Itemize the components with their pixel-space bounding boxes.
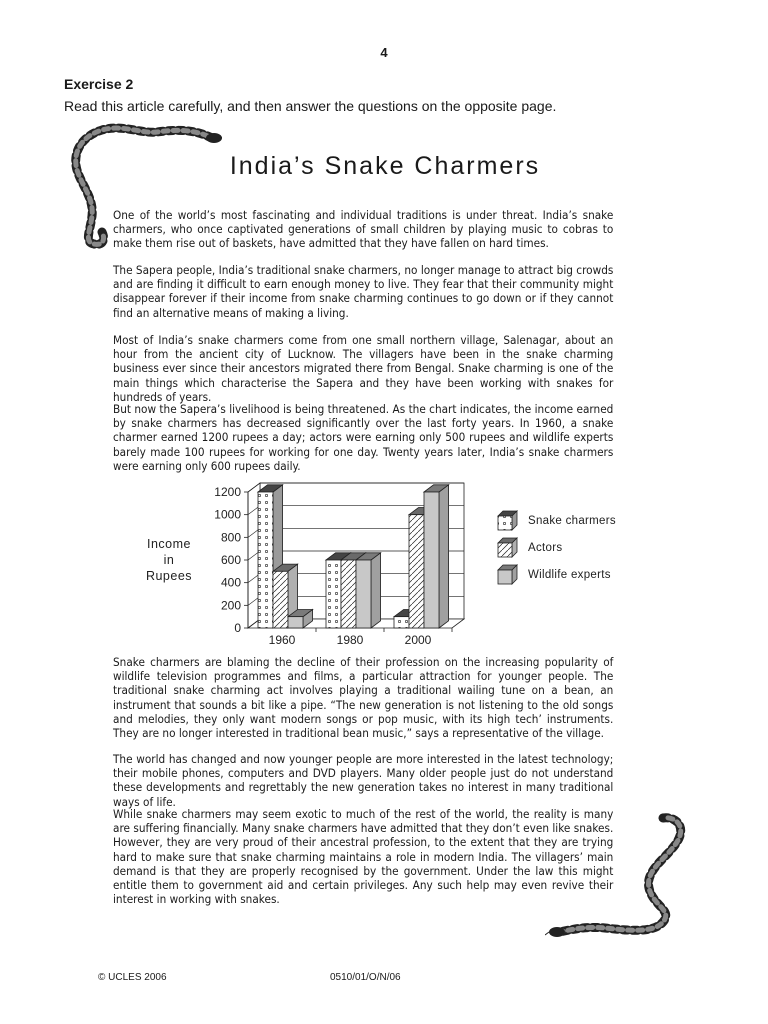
exercise-title: Exercise 2 bbox=[64, 76, 134, 92]
article-paragraph-6: The world has changed and now younger people are more interested in the latest technology; their mobile phones, computers and DVD players. Many older people just do not understand these developments and regrettably the new generation takes no interest in many traditional ways of life. bbox=[113, 753, 614, 809]
x-tick-label: 2000 bbox=[404, 633, 432, 647]
footer-copyright: © UCLES 2006 bbox=[98, 972, 167, 983]
bar-wildlife-experts-1980 bbox=[356, 553, 381, 628]
legend-label: Actors bbox=[528, 542, 563, 554]
y-axis-label: Rupees bbox=[145, 569, 193, 583]
article-paragraph-1: One of the world’s most fascinating and individual traditions is under threat. India’s snake charmers, who once captivated generations of small children by playing music to cobras to make them rise out of baskets, have admitted that they have fallen on hard times. bbox=[113, 209, 614, 251]
article-title: India’s Snake Charmers bbox=[229, 152, 541, 180]
article-paragraph-4: But now the Sapera’s livelihood is being threatened. As the chart indicates, the income earned by snake charmers has decreased significantly over the last forty years. In 1960, a snake charmer earned 1200 rupees a day; actors were earning only 500 rupees and wildlife experts barely made 100 rupees for working for one day. Twenty years later, India’s snake charmers were earning only 600 rupees daily. bbox=[113, 403, 614, 473]
y-axis-label: Income bbox=[147, 537, 191, 551]
legend-swatch bbox=[498, 543, 512, 557]
article-paragraph-7: While snake charmers may seem exotic to much of the rest of the world, the reality is many are suffering financially. Many snake charmers have admitted that they don’t even like snakes. However, they are very proud of their ancestral profession, to the extent that they are trying hard to make sure that snake charming maintains a role in modern India. The villagers’ main demand is that they are properly recognised by the government. Under the law this might entitle them to government aid and certain privileges. Any such help may even revive their interest in working with snakes. bbox=[113, 808, 614, 907]
article-paragraph-5: Snake charmers are blaming the decline of their profession on the increasing popularity of wildlife television programmes and films, a particular attraction for younger people. The traditional snake charming act involves playing a traditional wailing tune on a bean, an instrument that sounds a bit like a pipe. “The new generation is not listening to the old songs and melodies, they only want modern songs or pop music, with its high tech’ instruments. They are no longer interested in traditional bean music,” says a representative of the village. bbox=[113, 656, 614, 741]
exercise-instruction: Read this article carefully, and then answer the questions on the opposite page. bbox=[64, 98, 557, 114]
y-tick-label: 400 bbox=[220, 575, 241, 590]
page-number: 4 bbox=[380, 45, 388, 60]
legend-swatch bbox=[498, 516, 512, 530]
legend-item bbox=[498, 511, 616, 530]
legend-item bbox=[498, 565, 611, 584]
x-tick-label: 1980 bbox=[336, 633, 364, 647]
legend-label: Snake charmers bbox=[528, 515, 616, 527]
legend-swatch bbox=[498, 570, 512, 584]
y-tick-label: 200 bbox=[220, 598, 241, 613]
y-tick-label: 1000 bbox=[214, 507, 241, 522]
y-tick-label: 600 bbox=[220, 553, 241, 567]
article-paragraph-2: The Sapera people, India’s traditional snake charmers, no longer manage to attract big crowds and are finding it difficult to earn enough money to live. They fear that their community might disappear forever if their income from snake charming continues to go down or if they cannot find an alternative means of making a living. bbox=[113, 264, 614, 320]
footer-code: 0510/01/O/N/06 bbox=[330, 972, 401, 983]
legend-label: Wildlife experts bbox=[528, 569, 611, 581]
article-paragraph-3: Most of India’s snake charmers come from one small northern village, Salenagar, about an hour from the ancient city of Lucknow. The villagers have been in the snake charming business ever since their ancestors migrated there from Bengal. Snake charming is one of the main things which characterise the Sapera and they have been working with snakes for hundreds of years. bbox=[113, 334, 614, 404]
legend-item bbox=[498, 538, 562, 557]
y-tick-label: 800 bbox=[220, 530, 241, 545]
snake-illustration-bottom bbox=[545, 812, 705, 947]
bar-wildlife-experts-2000 bbox=[424, 485, 449, 628]
y-tick-label: 0 bbox=[234, 621, 241, 635]
y-tick-label: 1200 bbox=[214, 485, 241, 499]
x-tick-label: 1960 bbox=[268, 633, 296, 647]
y-axis-label: in bbox=[163, 553, 175, 567]
income-bar-chart bbox=[130, 478, 650, 648]
